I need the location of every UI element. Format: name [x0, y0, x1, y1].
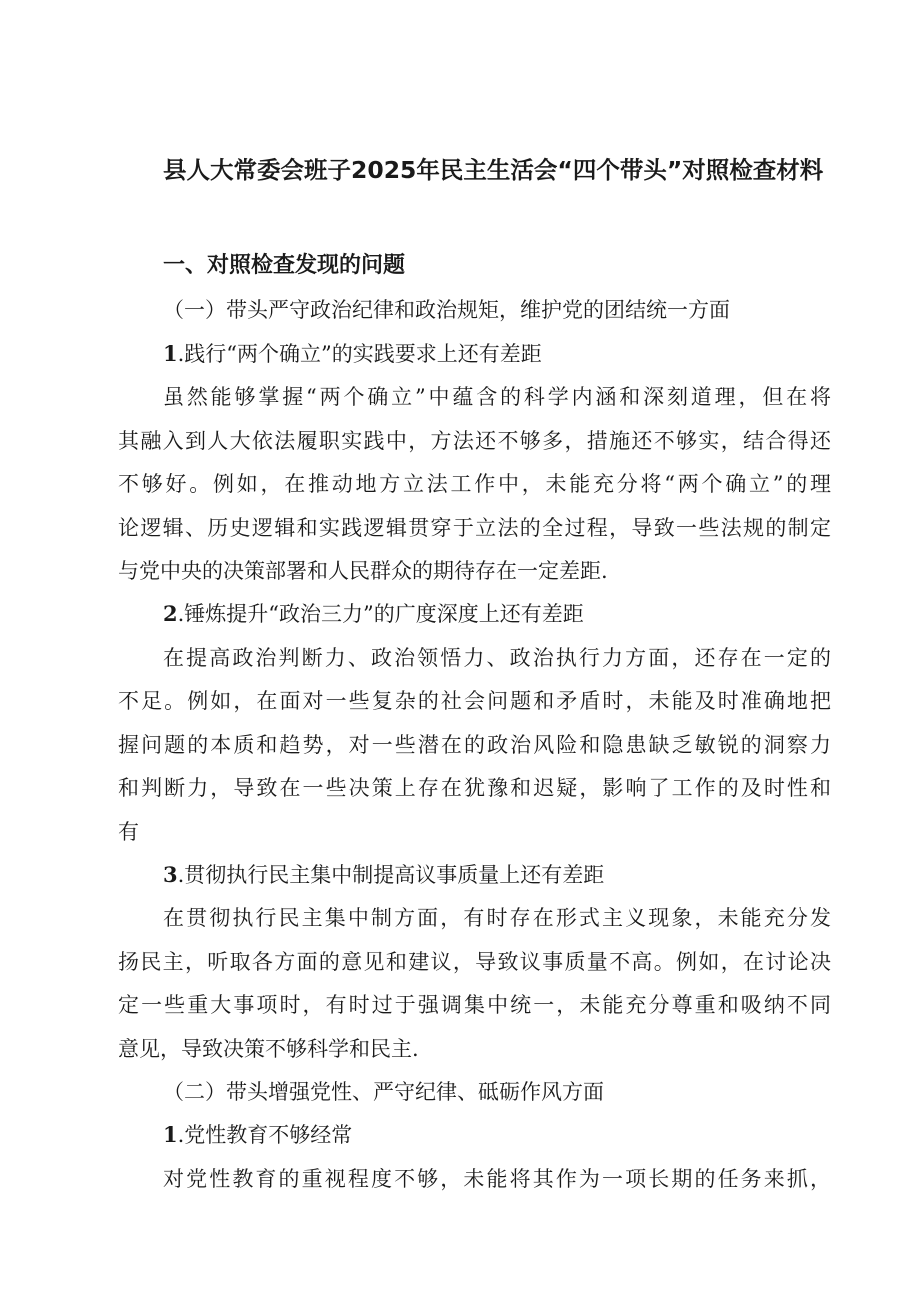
item-title: .锤炼提升“政治三力”的广度深度上还有差距: [177, 602, 584, 626]
paragraph-line: 虽然能够掌握“两个确立”中蕴含的科学内涵和深刻道理，但在将: [163, 385, 831, 409]
paragraph-line: 对党性教育的重视程度不够，未能将其作为一项长期的任务来抓，: [163, 1167, 831, 1191]
paragraph-line: 握问题的本质和趋势，对一些潜在的政治风险和隐患缺乏敏锐的洞察力: [118, 733, 831, 757]
item-title: .践行“两个确立”的实践要求上还有差距: [177, 342, 542, 366]
item-number: 1: [163, 341, 178, 366]
item-title: .党性教育不够经常: [177, 1123, 353, 1147]
item-number: 3: [163, 862, 178, 887]
item-number: 1: [163, 1122, 178, 1147]
paragraph-line: 扬民主，听取各方面的意见和建议，导致议事质量不高。例如，在讨论决: [118, 950, 831, 974]
paragraph-line: 在提高政治判断力、政治领悟力、政治执行力方面，还存在一定的: [163, 646, 831, 670]
item-heading: [163, 1117, 352, 1153]
paragraph-line: 定一些重大事项时，有时过于强调集中统一，未能充分尊重和吸纳不同: [118, 993, 831, 1017]
document-title: 县人大常委会班子2025年民主生活会“四个带头”对照检查材料: [163, 156, 824, 184]
item-heading: [163, 336, 542, 372]
paragraph-line: 其融入到人大依法履职实践中，方法还不够多，措施还不够实，结合得还: [118, 429, 831, 453]
item-number: 2: [163, 601, 178, 626]
paragraph-line: 与党中央的决策部署和人民群众的期待存在一定差距.: [118, 559, 608, 583]
paragraph-line: 有: [118, 820, 139, 844]
paragraph-line: 和判断力，导致在一些决策上存在犹豫和迟疑，影响了工作的及时性和: [118, 776, 831, 800]
subsection-heading-1: （一）带头严守政治纪律和政治规矩，维护党的团结统一方面: [163, 298, 730, 322]
section-heading: 一、对照检查发现的问题: [163, 253, 406, 278]
item-heading: [163, 596, 584, 632]
paragraph-line: 论逻辑、历史逻辑和实践逻辑贯穿于立法的全过程，导致一些法规的制定: [118, 516, 831, 540]
paragraph-line: 在贯彻执行民主集中制方面，有时存在形式主义现象，未能充分发: [163, 906, 831, 930]
paragraph-line: 不足。例如，在面对一些复杂的社会问题和矛盾时，未能及时准确地把: [118, 689, 831, 713]
subsection-heading-2: （二）带头增强党性、严守纪律、砥砺作风方面: [163, 1080, 604, 1104]
paragraph-line: 不够好。例如，在推动地方立法工作中，未能充分将“两个确立”的理: [118, 472, 831, 496]
item-heading: [163, 857, 604, 893]
paragraph-line: 意见，导致决策不够科学和民主.: [118, 1037, 419, 1061]
item-title: .贯彻执行民主集中制提高议事质量上还有差距: [177, 863, 605, 887]
